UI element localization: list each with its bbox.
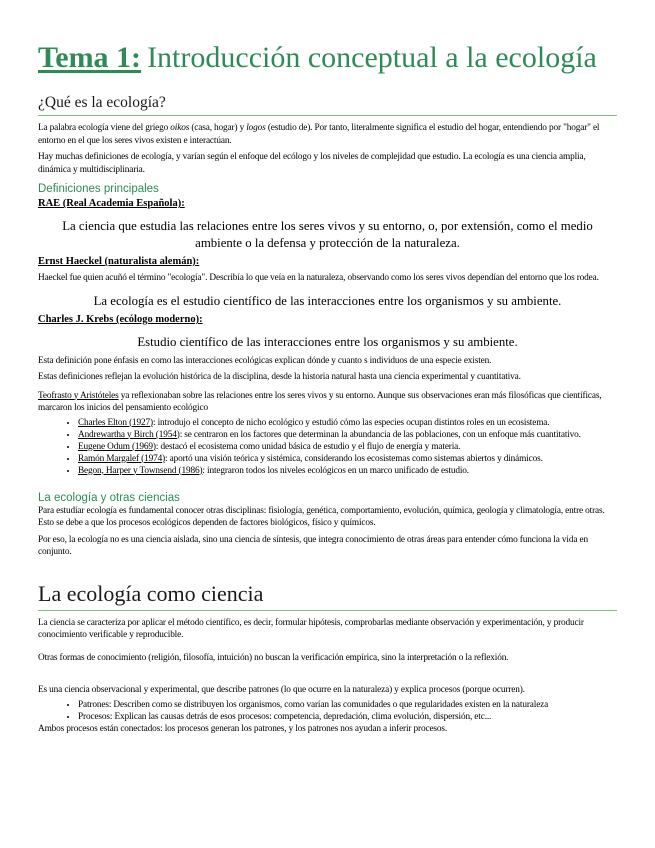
contributor-desc: : destacó el ecosistema como unidad básica de estudio y el flujo de energía y materia.: [155, 441, 461, 452]
paragraph-observational: Es una ciencia observacional y experimental, que describe patrones (lo que ocurre en la naturaleza) y explica procesos (porque ocurren).: [38, 685, 525, 695]
contributor-desc: : integraron todos los niveles ecológicos en un marco unificado de estudio.: [202, 465, 469, 476]
etymology-text-c: (estudio de). Por tanto, literalmente significa el estudio del hogar, entendiendo por "hogar" el entorno en el que los seres vivos existen e interactúan.: [38, 123, 600, 146]
patterns-processes-list: [38, 699, 617, 723]
paragraph-definitions-intro: Hay muchas definiciones de ecología, y varían según el enfoque del ecólogo y los niveles de complejidad que estudio. La ecología es una ciencia amplia, dinámica y multidisciplinaria.: [38, 152, 586, 175]
title-label: Tema 1:: [38, 41, 142, 74]
list-item: [78, 465, 617, 477]
contributor-name: Andrewartha y Birch (1954): [78, 429, 180, 440]
contributor-name: Begon, Harper y Townsend (1986): [78, 465, 203, 476]
source-krebs: Charles J. Krebs (ecólogo moderno):: [38, 314, 203, 325]
contributors-list: [38, 417, 617, 477]
paragraph-historic-evolution: Estas definiciones reflejan la evolución histórica de la disciplina, desde la historia natural hasta una ciencia experimental y cuantitativa.: [38, 372, 521, 382]
paragraph-connection: Ambos procesos están conectados: los procesos generan los patrones, y los patrones nos ayudan a inferir procesos.: [38, 723, 448, 734]
list-item: [78, 417, 617, 429]
etymology-text-b: (casa, hogar) y: [189, 123, 247, 133]
section-heading-ciencia: La ecología como ciencia: [38, 581, 617, 611]
list-item: [78, 453, 617, 465]
list-item: • Patrones: Describen como se distribuyen los organismos, como varían las comunidades o que regularidades existen en la naturaleza: [78, 699, 617, 711]
paragraph-scientific-method: La ciencia se caracteriza por aplicar el método científico, es decir, formular hipótesis, comprobarlas mediante observación y experimentación, y producir conocimiento verificable y reproducible.: [38, 617, 584, 640]
title-text: Introducción conceptual a la ecología: [147, 41, 597, 74]
paragraph-other-disciplines: Para estudiar ecología es fundamental conocer otras disciplinas: fisiología, genética, comportamiento, evolución, química, geología y climatología, entre otras. Esto se debe a que los procesos ecológicos dependen de factores biológicos, físico y químicos.: [38, 505, 605, 528]
quote-krebs: Estudio científico de las interacciones entre los organismos y su ambiente.: [137, 335, 518, 349]
contributor-name: Eugene Odum (1969): [78, 441, 156, 452]
list-item: • Procesos: Explican las causas detrás de esos procesos: competencia, depredación, clima evolución, dispersión, etc...: [78, 711, 617, 723]
list-item: [78, 429, 617, 441]
contributor-name: Charles Elton (1927): [78, 417, 153, 428]
subheading-definiciones: Definiciones principales: [38, 183, 159, 195]
term-logos: logos: [246, 123, 266, 133]
quote-haeckel: La ecología es el estudio científico de las interacciones entre los organismos y su ambiente.: [93, 293, 562, 308]
source-haeckel: Ernst Haeckel (naturalista alemán):: [38, 256, 200, 267]
contributor-desc: : se centraron en los factores que determinan la abundancia de las poblaciones, con un enfoque más cuantitativo.: [179, 429, 581, 440]
quote-rae: La ciencia que estudia las relaciones entre los seres vivos y su entorno, o, por extensión, como el medio ambiente o la defensa y protección de la naturaleza.: [62, 219, 593, 250]
paragraph-history: [38, 390, 617, 415]
paragraph-krebs-emphasis: Esta definición pone énfasis en como las interacciones ecológicas explican dónde y cuanto s individuos de una especie existen.: [38, 355, 492, 366]
history-names: Teofrasto y Aristóteles: [38, 390, 119, 401]
source-rae: RAE (Real Academia Española):: [38, 198, 185, 209]
paragraph-synthesis: Por eso, la ecología no es una ciencia aislada, sino una ciencia de síntesis, que integra conocimiento de otras áreas para entender cómo funciona la vida en conjunto.: [38, 534, 588, 557]
list-item: [78, 441, 617, 453]
paragraph-other-knowledge: Otras formas de conocimiento (religión, filosofía, intuición) no buscan la verificación empírica, sino la interpretación o la reflexión.: [38, 652, 509, 663]
contributor-desc: : introdujo el concepto de nicho ecológico y estudió cómo las especies ocupan distintos roles en un ecosistema.: [152, 417, 550, 428]
paragraph-haeckel: Haeckel fue quien acuñó el término "ecología". Describía lo que veía en la naturaleza, observando como los seres vivos dependían del entorno que los rodea.: [38, 273, 599, 283]
etymology-text-a: La palabra ecología viene del griego: [38, 123, 171, 133]
subheading-otras-ciencias: La ecología y otras ciencias: [38, 491, 180, 504]
contributor-name: Ramón Margalef (1974): [78, 453, 166, 464]
term-oikos: oikos: [170, 123, 190, 133]
contributor-desc: : aportó una visión teórica y sistémica, considerando los ecosistemas como sistemas abiertos y dinámicos.: [165, 453, 543, 464]
paragraph-etymology: [38, 122, 617, 147]
section-heading-que-es: ¿Qué es la ecología?: [38, 94, 617, 116]
page-title: [38, 0, 617, 76]
history-text: ya reflexionaban sobre las relaciones entre los seres vivos y su entorno. Aunque sus observaciones eran más filosóficas que científicas, marcaron los inicios del pensamiento ecológico: [38, 390, 602, 413]
